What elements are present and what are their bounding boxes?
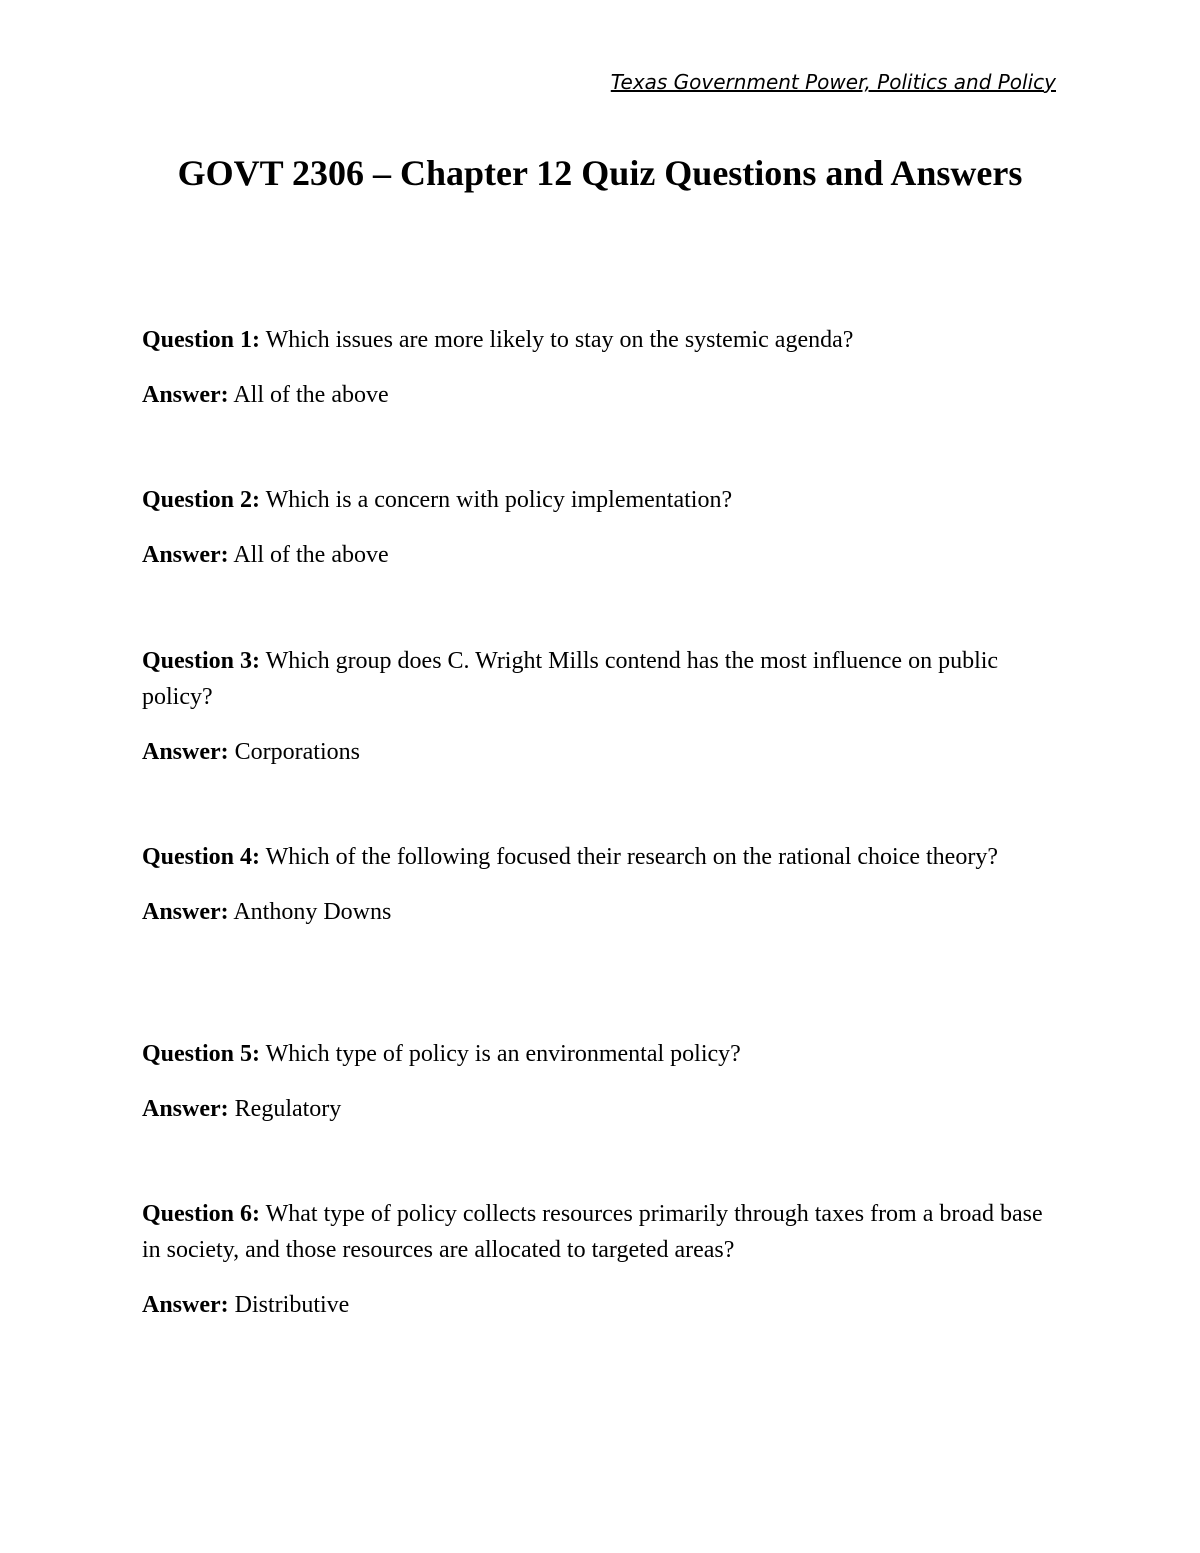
answer-text: Corporations xyxy=(234,739,360,765)
answer-line xyxy=(142,1091,1062,1127)
qa-item-2 xyxy=(142,482,1062,573)
question-label: Question 3: xyxy=(142,648,261,674)
answer-label: Answer: xyxy=(142,1096,229,1122)
question-text: Which type of policy is an environmental policy? xyxy=(265,1041,741,1067)
qa-item-5 xyxy=(142,1036,1062,1127)
answer-label: Answer: xyxy=(142,1292,229,1318)
answer-text: Distributive xyxy=(234,1292,350,1318)
question-line xyxy=(142,1196,1062,1268)
question-line xyxy=(142,482,1062,518)
question-label: Question 4: xyxy=(142,844,261,870)
question-label: Question 2: xyxy=(142,487,261,513)
question-text: What type of policy collects resources primarily through taxes from a broad base in society, and those resources are allocated to targeted areas? xyxy=(142,1201,1043,1263)
question-label: Question 5: xyxy=(142,1041,261,1067)
question-line xyxy=(142,322,1062,358)
question-line xyxy=(142,839,1062,875)
running-header: Texas Government Power, Politics and Policy xyxy=(610,70,1056,94)
answer-text: All of the above xyxy=(233,382,389,408)
question-label: Question 1: xyxy=(142,327,261,353)
question-text: Which of the following focused their research on the rational choice theory? xyxy=(265,844,998,870)
question-line xyxy=(142,1036,1062,1072)
answer-line xyxy=(142,1287,1062,1323)
answer-text: Regulatory xyxy=(234,1096,342,1122)
question-text: Which is a concern with policy implementation? xyxy=(265,487,733,513)
qa-item-3 xyxy=(142,643,1062,770)
qa-item-4 xyxy=(142,839,1062,930)
qa-item-6 xyxy=(142,1196,1062,1323)
document-title: GOVT 2306 – Chapter 12 Quiz Questions and Answers xyxy=(177,153,1023,193)
answer-line xyxy=(142,377,1062,413)
answer-line xyxy=(142,537,1062,573)
answer-text: All of the above xyxy=(233,542,389,568)
qa-item-1 xyxy=(142,322,1062,413)
answer-label: Answer: xyxy=(142,739,229,765)
answer-label: Answer: xyxy=(142,542,229,568)
answer-text: Anthony Downs xyxy=(233,899,392,925)
question-line xyxy=(142,643,1062,715)
question-text: Which group does C. Wright Mills contend has the most influence on public policy? xyxy=(142,648,999,710)
question-text: Which issues are more likely to stay on the systemic agenda? xyxy=(265,327,854,353)
answer-label: Answer: xyxy=(142,899,229,925)
answer-label: Answer: xyxy=(142,382,229,408)
answer-line xyxy=(142,734,1062,770)
answer-line xyxy=(142,894,1062,930)
question-label: Question 6: xyxy=(142,1201,261,1227)
